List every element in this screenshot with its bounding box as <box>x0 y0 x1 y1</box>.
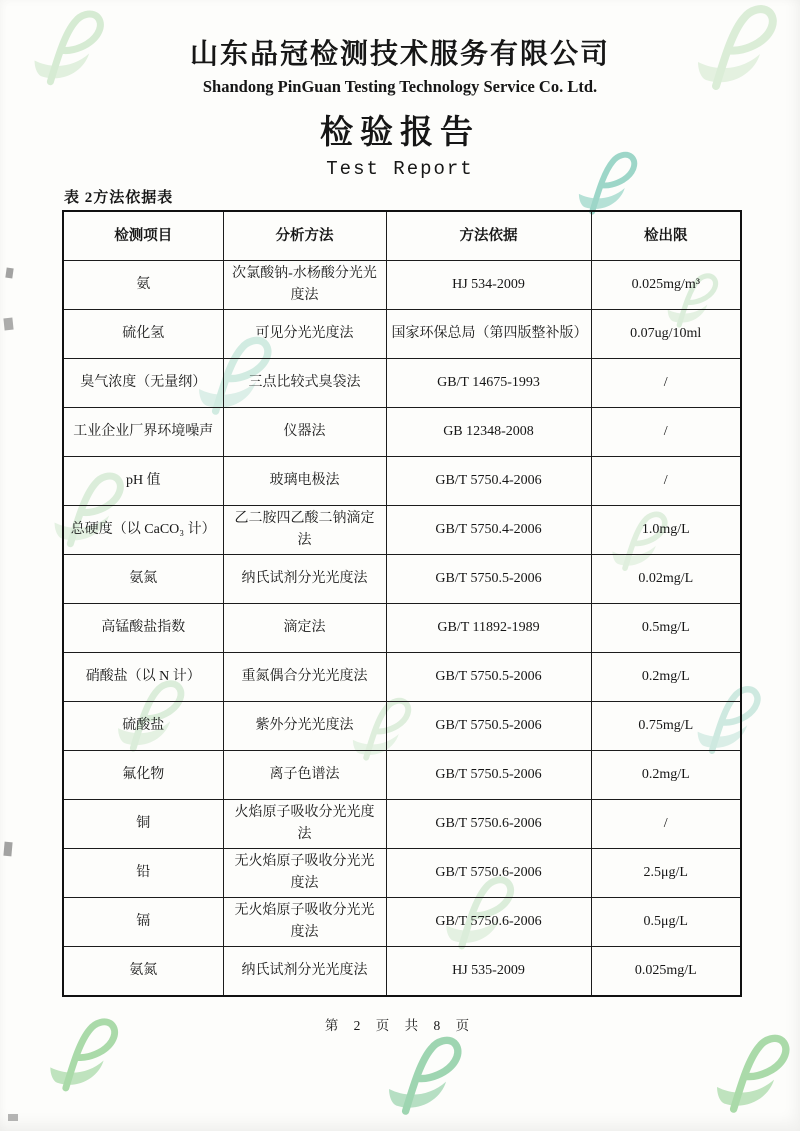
cell-method-basis: GB/T 5750.4-2006 <box>386 506 591 555</box>
page-number-indicator: 第 2 页 共 8 页 <box>324 1018 476 1033</box>
cell-test-item: pH 值 <box>63 457 223 506</box>
cell-detection-limit: 2.5μg/L <box>591 849 741 898</box>
cell-test-item: 氟化物 <box>63 751 223 800</box>
column-header-detection-limit: 检出限 <box>591 211 741 261</box>
table-row <box>63 947 741 997</box>
cell-test-item: 硝酸盐（以 N 计） <box>63 653 223 702</box>
cell-test-item: 总硬度（以 CaCO₃ 计） <box>63 506 223 555</box>
cell-method-basis: GB/T 5750.4-2006 <box>386 457 591 506</box>
cell-detection-limit: 0.025mg/L <box>591 947 741 997</box>
cell-test-item: 臭气浓度（无量纲） <box>63 359 223 408</box>
cell-analysis-method: 仪器法 <box>223 408 386 457</box>
cell-detection-limit: 0.5mg/L <box>591 604 741 653</box>
pinguan-leaf-p-logo-watermark <box>378 1032 470 1124</box>
cell-method-basis: GB/T 5750.6-2006 <box>386 849 591 898</box>
cell-detection-limit: / <box>591 457 741 506</box>
table-row <box>63 555 741 604</box>
cell-analysis-method: 滴定法 <box>223 604 386 653</box>
table-row <box>63 310 741 359</box>
cell-test-item: 高锰酸盐指数 <box>63 604 223 653</box>
cell-method-basis: HJ 535-2009 <box>386 947 591 997</box>
scan-artifact <box>3 842 12 857</box>
table-header-row <box>63 211 741 261</box>
report-title-cn: 检验报告 <box>320 115 480 151</box>
cell-test-item: 铜 <box>63 800 223 849</box>
scan-artifact <box>5 268 13 279</box>
cell-analysis-method: 乙二胺四乙酸二钠滴定法 <box>223 506 386 555</box>
cell-analysis-method: 离子色谱法 <box>223 751 386 800</box>
cell-test-item: 硫化氢 <box>63 310 223 359</box>
cell-detection-limit: / <box>591 408 741 457</box>
cell-test-item: 硫酸盐 <box>63 702 223 751</box>
table-row <box>63 261 741 310</box>
cell-test-item: 氨 <box>63 261 223 310</box>
cell-method-basis: GB/T 5750.5-2006 <box>386 751 591 800</box>
cell-detection-limit: 0.2mg/L <box>591 751 741 800</box>
cell-method-basis: 国家环保总局（第四版整补版） <box>386 310 591 359</box>
table-row <box>63 653 741 702</box>
cell-detection-limit: 0.5μg/L <box>591 898 741 947</box>
table-row <box>63 457 741 506</box>
cell-analysis-method: 纳氏试剂分光光度法 <box>223 947 386 997</box>
cell-analysis-method: 无火焰原子吸收分光光度法 <box>223 849 386 898</box>
cell-test-item: 氨氮 <box>63 947 223 997</box>
cell-method-basis: GB/T 11892-1989 <box>386 604 591 653</box>
cell-detection-limit: 0.75mg/L <box>591 702 741 751</box>
cell-detection-limit: 0.07ug/10ml <box>591 310 741 359</box>
table-row <box>63 751 741 800</box>
table-row <box>63 898 741 947</box>
cell-detection-limit: / <box>591 359 741 408</box>
cell-method-basis: GB/T 5750.6-2006 <box>386 800 591 849</box>
report-header <box>0 38 800 182</box>
cell-test-item: 氨氮 <box>63 555 223 604</box>
pinguan-leaf-p-logo-watermark <box>706 1030 798 1122</box>
table-row <box>63 800 741 849</box>
cell-method-basis: GB/T 5750.5-2006 <box>386 555 591 604</box>
cell-analysis-method: 重氮偶合分光光度法 <box>223 653 386 702</box>
cell-method-basis: GB/T 5750.6-2006 <box>386 898 591 947</box>
cell-detection-limit: / <box>591 800 741 849</box>
cell-analysis-method: 无火焰原子吸收分光光度法 <box>223 898 386 947</box>
cell-analysis-method: 火焰原子吸收分光光度法 <box>223 800 386 849</box>
report-title-en: Test Report <box>326 158 474 180</box>
company-name-cn: 山东品冠检测技术服务有限公司 <box>189 39 610 70</box>
cell-method-basis: GB/T 5750.5-2006 <box>386 653 591 702</box>
table-caption: 表 2方法依据表 <box>64 190 174 206</box>
cell-method-basis: GB 12348-2008 <box>386 408 591 457</box>
table-row <box>63 604 741 653</box>
cell-method-basis: HJ 534-2009 <box>386 261 591 310</box>
cell-analysis-method: 紫外分光光度法 <box>223 702 386 751</box>
cell-test-item: 铅 <box>63 849 223 898</box>
method-table-body <box>63 261 741 997</box>
method-reference-table <box>62 210 742 997</box>
cell-analysis-method: 玻璃电极法 <box>223 457 386 506</box>
cell-analysis-method: 纳氏试剂分光光度法 <box>223 555 386 604</box>
table-row <box>63 506 741 555</box>
scan-artifact <box>3 318 13 331</box>
table-row <box>63 849 741 898</box>
cell-test-item: 工业企业厂界环境噪声 <box>63 408 223 457</box>
column-header-method-basis: 方法依据 <box>386 211 591 261</box>
cell-method-basis: GB/T 5750.5-2006 <box>386 702 591 751</box>
cell-method-basis: GB/T 14675-1993 <box>386 359 591 408</box>
scan-artifact <box>8 1114 18 1121</box>
column-header-test-item: 检测项目 <box>63 211 223 261</box>
cell-test-item: 镉 <box>63 898 223 947</box>
table-row <box>63 408 741 457</box>
cell-detection-limit: 0.02mg/L <box>591 555 741 604</box>
cell-detection-limit: 0.2mg/L <box>591 653 741 702</box>
cell-analysis-method: 三点比较式臭袋法 <box>223 359 386 408</box>
cell-analysis-method: 可见分光光度法 <box>223 310 386 359</box>
cell-analysis-method: 次氯酸钠-水杨酸分光光度法 <box>223 261 386 310</box>
table-row <box>63 702 741 751</box>
cell-detection-limit: 1.0mg/L <box>591 506 741 555</box>
company-name-en: Shandong PinGuan Testing Technology Service Co. Ltd. <box>202 77 598 96</box>
column-header-analysis-method: 分析方法 <box>223 211 386 261</box>
cell-detection-limit: 0.025mg/m³ <box>591 261 741 310</box>
table-row <box>63 359 741 408</box>
